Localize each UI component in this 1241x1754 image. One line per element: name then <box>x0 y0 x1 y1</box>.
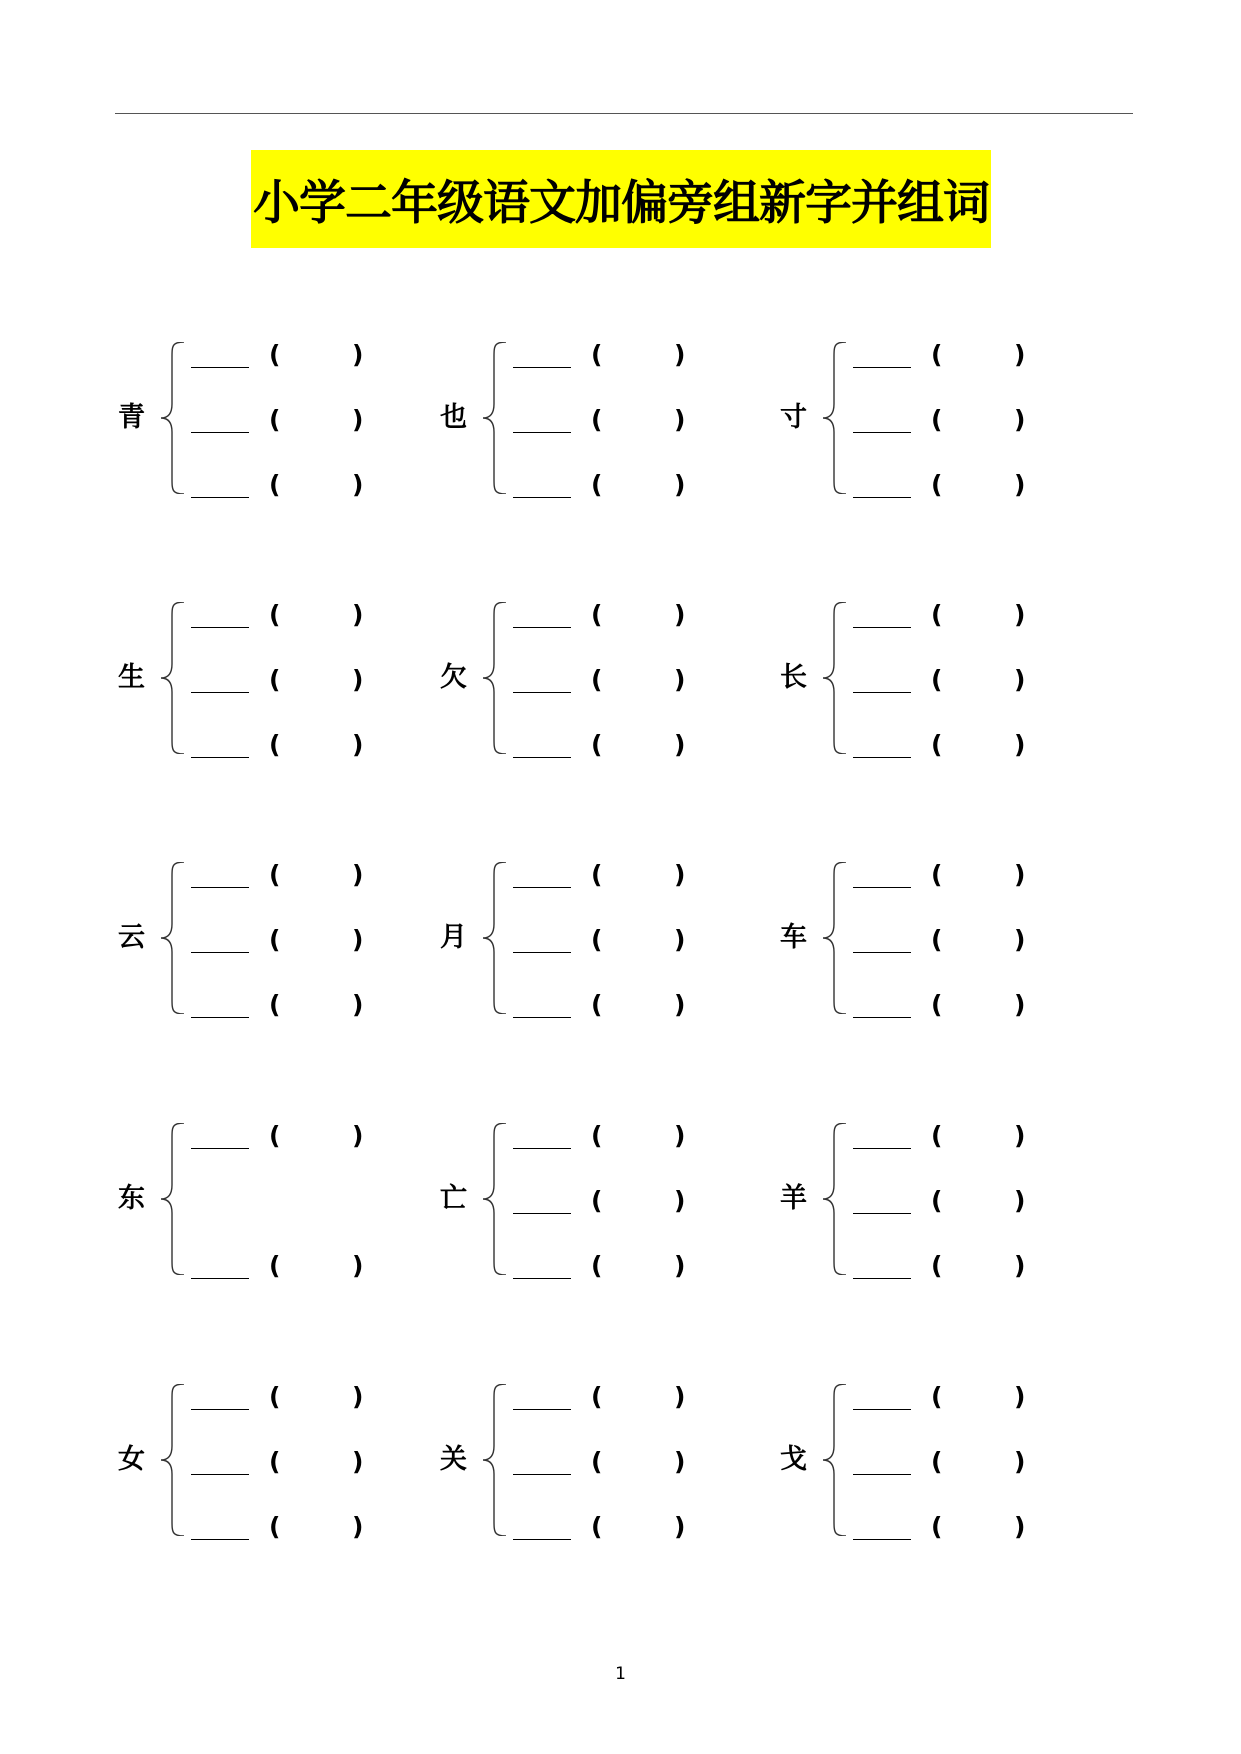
word-close-paren: ) <box>352 470 364 499</box>
word-open-paren: ( <box>591 1121 603 1150</box>
answer-row <box>440 1249 700 1283</box>
new-char-blank[interactable] <box>513 1474 571 1475</box>
char-group <box>118 1119 378 1279</box>
new-char-blank[interactable] <box>191 952 249 953</box>
new-char-blank[interactable] <box>513 757 571 758</box>
word-open-paren: ( <box>591 340 603 369</box>
word-close-paren: ) <box>1014 990 1026 1019</box>
new-char-blank[interactable] <box>191 367 249 368</box>
new-char-blank[interactable] <box>513 367 571 368</box>
word-close-paren: ) <box>1014 1382 1026 1411</box>
word-close-paren: ) <box>674 470 686 499</box>
char-group <box>118 1380 378 1540</box>
answer-row <box>780 858 1040 892</box>
word-open-paren: ( <box>591 1382 603 1411</box>
word-open-paren: ( <box>931 665 943 694</box>
answer-row <box>780 1510 1040 1544</box>
new-char-blank[interactable] <box>513 432 571 433</box>
base-character: 月 <box>440 922 467 953</box>
header-rule <box>115 113 1133 114</box>
new-char-blank[interactable] <box>513 1148 571 1149</box>
new-char-blank[interactable] <box>191 887 249 888</box>
new-char-blank[interactable] <box>513 1213 571 1214</box>
word-open-paren: ( <box>931 860 943 889</box>
word-open-paren: ( <box>591 1186 603 1215</box>
answer-row <box>780 663 1040 697</box>
new-char-blank[interactable] <box>853 887 911 888</box>
word-close-paren: ) <box>352 730 364 759</box>
new-char-blank[interactable] <box>853 1409 911 1410</box>
word-open-paren: ( <box>931 600 943 629</box>
word-close-paren: ) <box>674 1512 686 1541</box>
answer-row <box>118 1445 378 1479</box>
new-char-blank[interactable] <box>191 1148 249 1149</box>
word-close-paren: ) <box>1014 1251 1026 1280</box>
word-close-paren: ) <box>1014 1186 1026 1215</box>
title-banner <box>251 150 991 248</box>
answer-row <box>118 1510 378 1544</box>
word-open-paren: ( <box>269 730 281 759</box>
new-char-blank[interactable] <box>191 1017 249 1018</box>
answer-row <box>440 1119 700 1153</box>
word-close-paren: ) <box>674 1186 686 1215</box>
new-char-blank[interactable] <box>191 757 249 758</box>
base-character: 寸 <box>780 402 807 433</box>
word-open-paren: ( <box>931 470 943 499</box>
word-close-paren: ) <box>352 1251 364 1280</box>
new-char-blank[interactable] <box>513 952 571 953</box>
word-open-paren: ( <box>931 1512 943 1541</box>
word-close-paren: ) <box>352 1121 364 1150</box>
new-char-blank[interactable] <box>513 1017 571 1018</box>
base-character: 亡 <box>440 1183 467 1214</box>
word-close-paren: ) <box>352 1512 364 1541</box>
new-char-blank[interactable] <box>191 432 249 433</box>
word-open-paren: ( <box>591 405 603 434</box>
word-close-paren: ) <box>674 340 686 369</box>
answer-row <box>440 728 700 762</box>
word-open-paren: ( <box>931 1121 943 1150</box>
word-open-paren: ( <box>931 730 943 759</box>
word-open-paren: ( <box>269 340 281 369</box>
base-character: 东 <box>118 1183 145 1214</box>
word-open-paren: ( <box>269 1382 281 1411</box>
new-char-blank[interactable] <box>191 627 249 628</box>
char-group <box>440 858 700 1018</box>
word-open-paren: ( <box>269 405 281 434</box>
answer-row <box>440 988 700 1022</box>
base-character: 青 <box>118 402 145 433</box>
new-char-blank[interactable] <box>191 1539 249 1540</box>
answer-row <box>780 338 1040 372</box>
word-open-paren: ( <box>269 600 281 629</box>
answer-row <box>440 1184 700 1218</box>
word-open-paren: ( <box>269 470 281 499</box>
word-open-paren: ( <box>591 925 603 954</box>
new-char-blank[interactable] <box>513 1278 571 1279</box>
answer-row <box>118 338 378 372</box>
word-open-paren: ( <box>931 1186 943 1215</box>
word-close-paren: ) <box>1014 665 1026 694</box>
word-open-paren: ( <box>269 925 281 954</box>
answer-row <box>440 858 700 892</box>
answer-row <box>118 468 378 502</box>
answer-row <box>118 728 378 762</box>
base-character: 关 <box>440 1444 467 1475</box>
answer-row <box>118 858 378 892</box>
char-group <box>780 858 1040 1018</box>
word-close-paren: ) <box>1014 730 1026 759</box>
word-close-paren: ) <box>674 860 686 889</box>
word-close-paren: ) <box>352 860 364 889</box>
new-char-blank[interactable] <box>853 432 911 433</box>
char-group <box>780 338 1040 498</box>
word-close-paren: ) <box>674 925 686 954</box>
answer-row <box>118 1119 378 1153</box>
new-char-blank[interactable] <box>853 1148 911 1149</box>
answer-row <box>780 728 1040 762</box>
new-char-blank[interactable] <box>513 1539 571 1540</box>
char-group <box>780 1380 1040 1540</box>
word-close-paren: ) <box>1014 1512 1026 1541</box>
word-open-paren: ( <box>591 860 603 889</box>
answer-row <box>780 1445 1040 1479</box>
new-char-blank[interactable] <box>853 367 911 368</box>
new-char-blank[interactable] <box>191 497 249 498</box>
answer-row <box>440 468 700 502</box>
word-open-paren: ( <box>931 925 943 954</box>
new-char-blank[interactable] <box>513 1409 571 1410</box>
base-character: 欠 <box>440 662 467 693</box>
word-open-paren: ( <box>931 1382 943 1411</box>
word-open-paren: ( <box>269 1251 281 1280</box>
word-close-paren: ) <box>674 665 686 694</box>
char-group <box>440 338 700 498</box>
word-close-paren: ) <box>352 990 364 1019</box>
char-group <box>780 1119 1040 1279</box>
answer-row <box>440 1510 700 1544</box>
new-char-blank[interactable] <box>513 887 571 888</box>
base-character: 长 <box>780 662 807 693</box>
base-character: 生 <box>118 662 145 693</box>
word-open-paren: ( <box>269 1121 281 1150</box>
answer-row <box>440 403 700 437</box>
word-open-paren: ( <box>591 990 603 1019</box>
word-open-paren: ( <box>591 470 603 499</box>
base-character: 车 <box>780 922 807 953</box>
answer-row <box>780 1249 1040 1283</box>
answer-row <box>118 403 378 437</box>
word-open-paren: ( <box>591 1512 603 1541</box>
base-character: 羊 <box>780 1183 807 1214</box>
word-open-paren: ( <box>591 1251 603 1280</box>
char-group <box>118 598 378 758</box>
new-char-blank[interactable] <box>513 497 571 498</box>
char-group <box>780 598 1040 758</box>
base-character: 女 <box>118 1444 145 1475</box>
word-close-paren: ) <box>352 405 364 434</box>
word-open-paren: ( <box>591 730 603 759</box>
word-close-paren: ) <box>352 925 364 954</box>
answer-row <box>780 923 1040 957</box>
new-char-blank[interactable] <box>513 692 571 693</box>
char-group <box>440 1380 700 1540</box>
answer-row <box>780 1119 1040 1153</box>
word-close-paren: ) <box>352 600 364 629</box>
word-open-paren: ( <box>931 1447 943 1476</box>
word-open-paren: ( <box>931 1251 943 1280</box>
word-close-paren: ) <box>1014 340 1026 369</box>
char-group <box>440 1119 700 1279</box>
word-open-paren: ( <box>269 860 281 889</box>
new-char-blank[interactable] <box>853 1278 911 1279</box>
base-character: 戈 <box>780 1444 807 1475</box>
word-close-paren: ) <box>1014 600 1026 629</box>
answer-row <box>118 1249 378 1283</box>
new-char-blank[interactable] <box>513 627 571 628</box>
word-close-paren: ) <box>674 990 686 1019</box>
word-close-paren: ) <box>674 730 686 759</box>
answer-row <box>780 403 1040 437</box>
char-group <box>440 598 700 758</box>
answer-row <box>440 663 700 697</box>
word-open-paren: ( <box>269 1512 281 1541</box>
new-char-blank[interactable] <box>853 1213 911 1214</box>
word-close-paren: ) <box>352 665 364 694</box>
new-char-blank[interactable] <box>853 1539 911 1540</box>
word-open-paren: ( <box>269 665 281 694</box>
word-close-paren: ) <box>1014 925 1026 954</box>
new-char-blank[interactable] <box>853 1474 911 1475</box>
answer-row <box>118 923 378 957</box>
word-close-paren: ) <box>352 340 364 369</box>
new-char-blank[interactable] <box>853 952 911 953</box>
word-open-paren: ( <box>931 340 943 369</box>
word-close-paren: ) <box>674 1447 686 1476</box>
word-close-paren: ) <box>1014 470 1026 499</box>
page-title: 小学二年级语文加偏旁组新字并组词 <box>253 175 989 231</box>
word-close-paren: ) <box>674 600 686 629</box>
answer-row <box>780 468 1040 502</box>
new-char-blank[interactable] <box>853 757 911 758</box>
word-close-paren: ) <box>352 1447 364 1476</box>
word-close-paren: ) <box>1014 860 1026 889</box>
new-char-blank[interactable] <box>853 692 911 693</box>
word-close-paren: ) <box>674 1251 686 1280</box>
answer-row <box>780 1184 1040 1218</box>
answer-row <box>118 598 378 632</box>
char-group <box>118 858 378 1018</box>
answer-row <box>440 1380 700 1414</box>
new-char-blank[interactable] <box>191 1409 249 1410</box>
word-close-paren: ) <box>1014 1447 1026 1476</box>
word-open-paren: ( <box>269 1447 281 1476</box>
word-open-paren: ( <box>931 405 943 434</box>
base-character: 也 <box>440 402 467 433</box>
word-close-paren: ) <box>674 1382 686 1411</box>
new-char-blank[interactable] <box>853 497 911 498</box>
new-char-blank[interactable] <box>853 627 911 628</box>
word-open-paren: ( <box>591 1447 603 1476</box>
answer-row <box>780 598 1040 632</box>
answer-row <box>440 598 700 632</box>
word-close-paren: ) <box>1014 405 1026 434</box>
answer-row <box>118 1380 378 1414</box>
word-close-paren: ) <box>674 405 686 434</box>
char-group <box>118 338 378 498</box>
new-char-blank[interactable] <box>853 1017 911 1018</box>
answer-row <box>780 1380 1040 1414</box>
new-char-blank[interactable] <box>191 1474 249 1475</box>
answer-row <box>118 663 378 697</box>
answer-row <box>118 988 378 1022</box>
new-char-blank[interactable] <box>191 1278 249 1279</box>
word-close-paren: ) <box>674 1121 686 1150</box>
answer-row <box>780 988 1040 1022</box>
word-open-paren: ( <box>931 990 943 1019</box>
answer-row <box>440 923 700 957</box>
word-open-paren: ( <box>591 665 603 694</box>
answer-row <box>440 338 700 372</box>
page-number: 1 <box>615 1664 626 1684</box>
word-open-paren: ( <box>269 990 281 1019</box>
answer-row <box>440 1445 700 1479</box>
new-char-blank[interactable] <box>191 692 249 693</box>
word-close-paren: ) <box>1014 1121 1026 1150</box>
word-close-paren: ) <box>352 1382 364 1411</box>
word-open-paren: ( <box>591 600 603 629</box>
base-character: 云 <box>118 922 145 953</box>
